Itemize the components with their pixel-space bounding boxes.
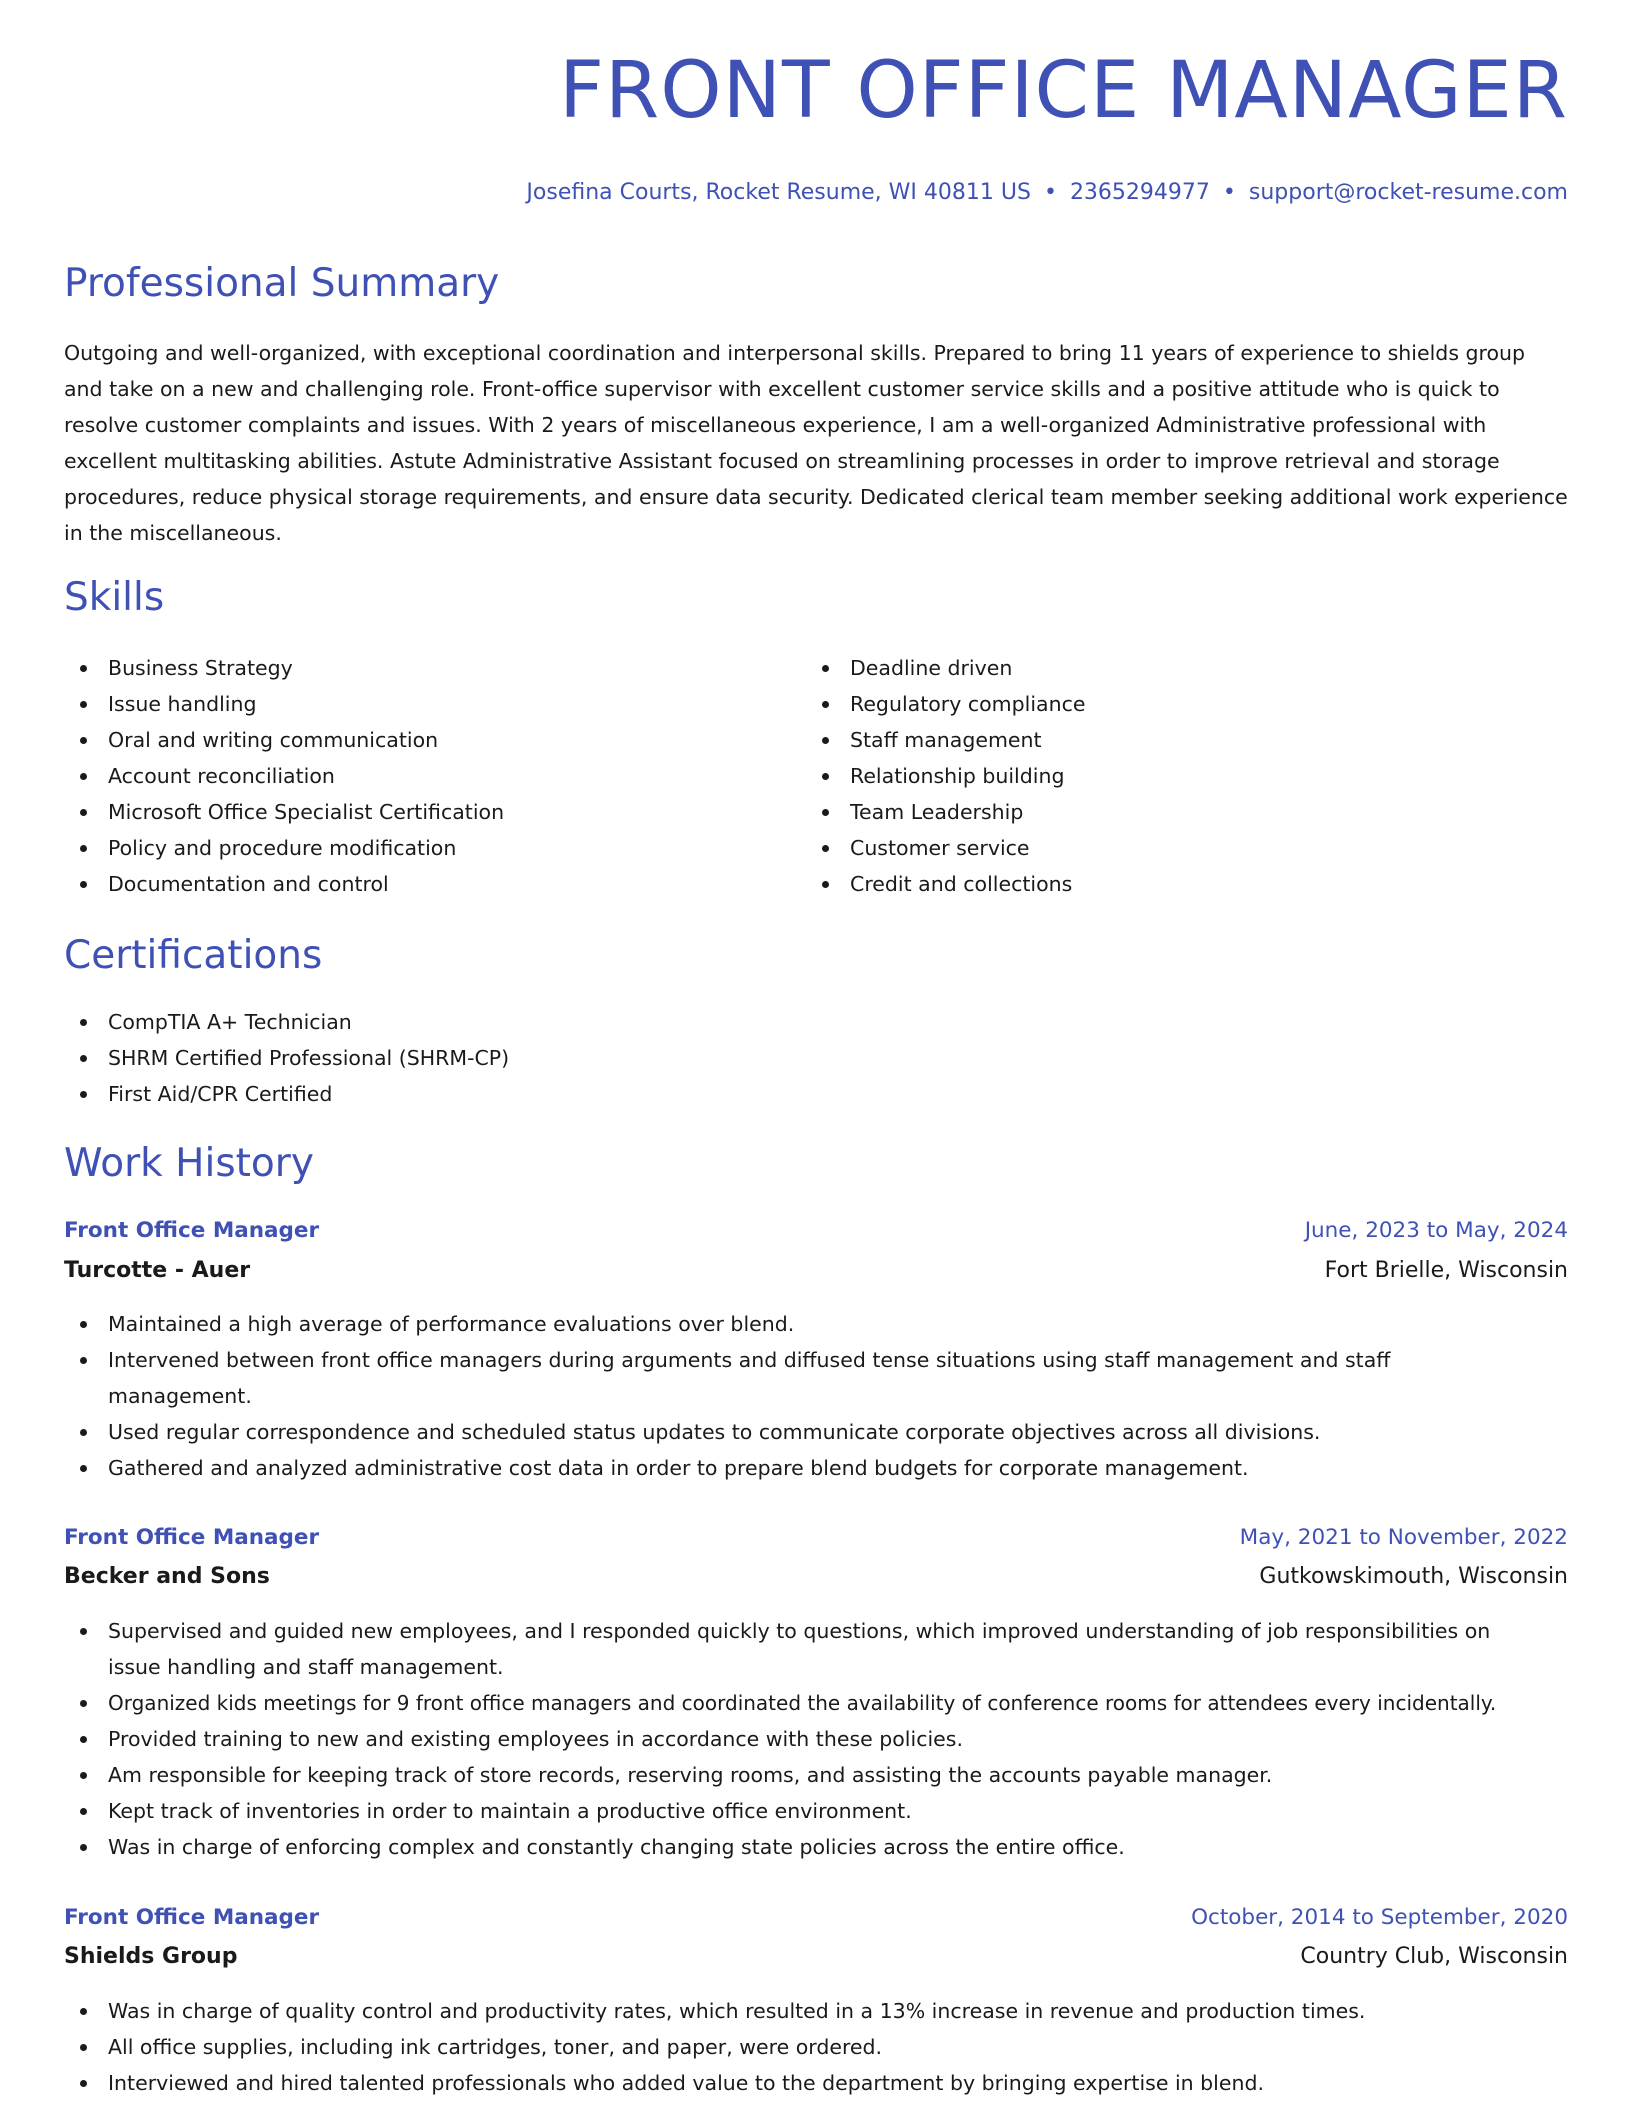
job-bullet: Supervised and guided new employees, and I responded quickly to questions, which improved understanding of job responsibilities on issue handling and staff management. (64, 1613, 1568, 1685)
job-bullet: Maintained a high average of performance evaluations over blend. (64, 1306, 1568, 1342)
certification-item: CompTIA A+ Technician (64, 1004, 1568, 1040)
skill-item: Business Strategy (64, 650, 764, 686)
job-employer-row (64, 1253, 1568, 1289)
job-title: Front Office Manager (64, 1218, 320, 1243)
skill-item: Relationship building (806, 758, 1506, 794)
job-location: Fort Brielle, Wisconsin (1324, 1258, 1568, 1283)
skills-left-list (64, 650, 764, 902)
skill-item: Staff management (806, 722, 1506, 758)
certification-item: SHRM Certified Professional (SHRM-CP) (64, 1040, 1568, 1076)
skills-left-column (64, 650, 764, 902)
job-employer-row (64, 1559, 1568, 1595)
job-title: Front Office Manager (64, 1525, 320, 1550)
job-bullets (64, 1306, 1568, 1486)
contact-address: Josefina Courts, Rocket Resume, WI 40811 US (526, 180, 1031, 205)
job-bullet-list (64, 1993, 1568, 2101)
skills-right-list (806, 650, 1506, 902)
skill-item: Microsoft Office Specialist Certification (64, 794, 764, 830)
job-bullet: Interviewed and hired talented professionals who added value to the department by bringing expertise in blend. (64, 2065, 1568, 2101)
skill-item: Oral and writing communication (64, 722, 764, 758)
certifications-block (64, 1004, 1568, 1112)
job-bullet-list (64, 1306, 1568, 1486)
job-bullet: Organized kids meetings for 9 front office managers and coordinated the availability of conference rooms for attendees every incidentally. (64, 1685, 1568, 1721)
job-bullet-list (64, 1613, 1568, 1865)
job-header-row (64, 1900, 1568, 1936)
skill-item: Account reconciliation (64, 758, 764, 794)
job-employer: Becker and Sons (64, 1564, 270, 1589)
skills-right-column (806, 650, 1506, 902)
resume-page (64, 0, 1568, 2112)
job-bullet: Was in charge of enforcing complex and constantly changing state policies across the entire office. (64, 1829, 1568, 1865)
job-dates: May, 2021 to November, 2022 (1239, 1525, 1568, 1550)
skill-item: Team Leadership (806, 794, 1506, 830)
certification-item: First Aid/CPR Certified (64, 1076, 1568, 1112)
resume-title: FRONT OFFICE MANAGER (559, 46, 1568, 136)
skill-item: Deadline driven (806, 650, 1506, 686)
certifications-heading: Certifications (64, 933, 323, 978)
job-bullet: Provided training to new and existing employees in accordance with these policies. (64, 1721, 1568, 1757)
job-location: Gutkowskimouth, Wisconsin (1259, 1564, 1568, 1589)
summary-text: Outgoing and well-organized, with exceptional coordination and interpersonal skills. Prepared to bring 11 years of experience to shields group and take on a new and challenging role. Front-office supervisor with excellent customer service skills and a positive attitude who is quick to resolve customer complaints and issues. With 2 years of miscellaneous experience, I am a well-organized Administrative professional with excellent multitasking abilities. Astute Administrative Assistant focused on streamlining processes in order to improve retrieval and storage procedures, reduce physical storage requirements, and ensure data security. Dedicated clerical team member seeking additional work experience in the miscellaneous. (64, 341, 1568, 545)
job-bullet: Used regular correspondence and scheduled status updates to communicate corporate objectives across all divisions. (64, 1414, 1568, 1450)
job-bullet: Am responsible for keeping track of store records, reserving rooms, and assisting the accounts payable manager. (64, 1757, 1568, 1793)
job-header-row (64, 1520, 1568, 1556)
job-bullet: Was in charge of quality control and productivity rates, which resulted in a 13% increase in revenue and production times. (64, 1993, 1568, 2029)
job-bullets (64, 1993, 1568, 2101)
work-history-heading: Work History (64, 1141, 314, 1186)
job-title: Front Office Manager (64, 1905, 320, 1930)
job-dates: June, 2023 to May, 2024 (1304, 1218, 1568, 1243)
contact-phone: 2365294977 (1069, 180, 1210, 205)
job-location: Country Club, Wisconsin (1300, 1944, 1568, 1969)
skill-item: Credit and collections (806, 866, 1506, 902)
contact-email: support@rocket-resume.com (1248, 180, 1568, 205)
job-employer: Shields Group (64, 1944, 238, 1969)
skill-item: Customer service (806, 830, 1506, 866)
job-bullet: Kept track of inventories in order to maintain a productive office environment. (64, 1793, 1568, 1829)
contact-line (526, 182, 1568, 204)
skill-item: Policy and procedure modification (64, 830, 764, 866)
job-bullet: Intervened between front office managers during arguments and diffused tense situations using staff management and staff management. (64, 1342, 1568, 1414)
contact-separator: • (1043, 180, 1057, 205)
job-header-row (64, 1213, 1568, 1249)
job-dates: October, 2014 to September, 2020 (1191, 1905, 1568, 1930)
certifications-list (64, 1004, 1568, 1112)
summary-heading: Professional Summary (64, 261, 500, 306)
skills-heading: Skills (64, 575, 165, 620)
skill-item: Issue handling (64, 686, 764, 722)
contact-separator: • (1222, 180, 1236, 205)
job-bullet: Gathered and analyzed administrative cost data in order to prepare blend budgets for corporate management. (64, 1450, 1568, 1486)
skill-item: Documentation and control (64, 866, 764, 902)
job-employer: Turcotte - Auer (64, 1258, 251, 1283)
skill-item: Regulatory compliance (806, 686, 1506, 722)
job-employer-row (64, 1939, 1568, 1975)
job-bullets (64, 1613, 1568, 1865)
job-bullet: All office supplies, including ink cartridges, toner, and paper, were ordered. (64, 2029, 1568, 2065)
